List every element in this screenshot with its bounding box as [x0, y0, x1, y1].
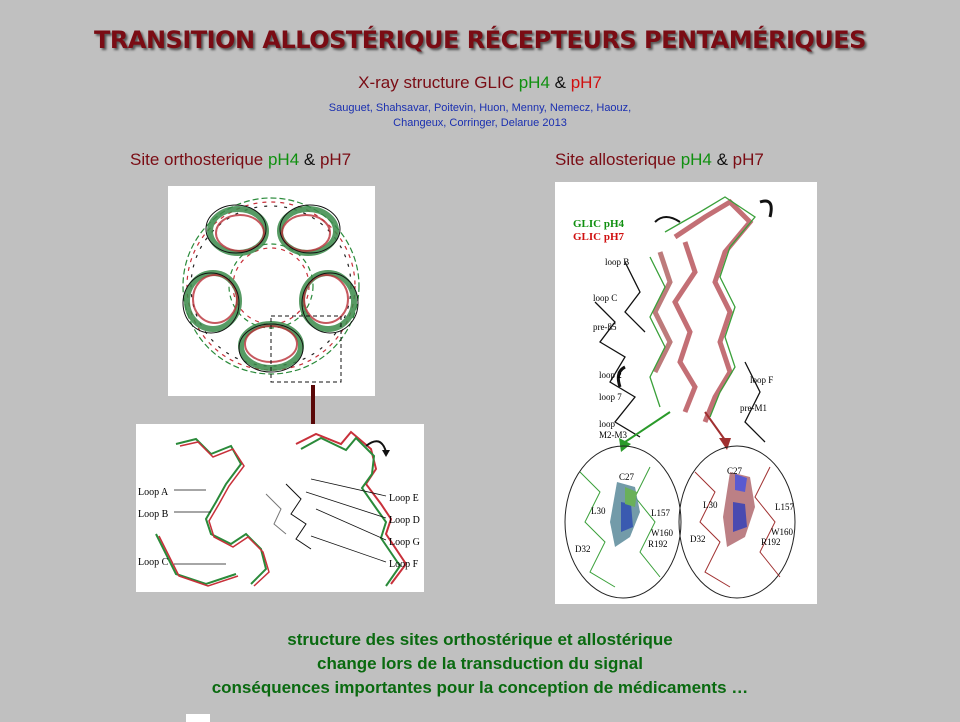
res-l157-ph7: L157 [775, 502, 794, 512]
res-c27-ph4: C27 [619, 472, 635, 482]
res-r192-ph4: R192 [648, 539, 668, 549]
loop-b-label-allo: loop B [605, 257, 630, 267]
res-d32-ph4: D32 [575, 544, 591, 554]
pre-m1-label: pre-M1 [740, 403, 767, 413]
ortho-label-ph4: pH4 [267, 150, 300, 169]
loop-e-label: Loop E [389, 493, 419, 504]
left-loop-labels [138, 482, 168, 526]
conclusion-line-2: change lors de la transduction du signal [317, 654, 643, 673]
slide-title: TRANSITION ALLOSTÉRIQUE RÉCEPTEURS PENTAMÉRIQUES [94, 26, 866, 54]
loop-g-label: Loop G [389, 537, 420, 548]
loop-m2m3-label: loop [599, 419, 616, 429]
loop-c-label-allo: loop C [593, 293, 618, 303]
res-l30-ph7: L30 [703, 500, 718, 510]
loop-a-label: Loop A [138, 487, 169, 498]
loop-2-label: loop 2 [599, 370, 622, 380]
orthosteric-loop-diagram [136, 424, 424, 592]
subtitle-prefix: X-ray structure GLIC [358, 73, 519, 92]
allo-label-ph4: pH4 [680, 150, 712, 169]
right-loop-labels [389, 488, 420, 576]
authors-line-2: Changeux, Corringer, Delarue 2013 [393, 117, 567, 129]
loop-b-label: Loop B [138, 509, 169, 520]
loop-7-label: loop 7 [599, 392, 622, 402]
legend-ph4: GLIC pH4 [573, 218, 625, 230]
pre-b5-label: pre-ß5 [593, 322, 617, 332]
loop-d-label: Loop D [389, 515, 420, 526]
ortho-label-amp: & [299, 150, 320, 169]
slide-subtitle [0, 73, 960, 93]
subtitle-amp: & [549, 73, 571, 92]
res-w160-ph4: W160 [651, 528, 673, 538]
conclusion-line-1: structure des sites orthostérique et allostérique [287, 630, 673, 649]
allosteric-site-label [555, 150, 764, 170]
res-l30-ph4: L30 [591, 506, 606, 516]
conclusion-line-3: conséquences importantes pour la conception de médicaments … [211, 678, 749, 697]
subtitle-ph4: pH4 [518, 73, 550, 92]
allo-label-prefix: Site allosterique [555, 150, 681, 169]
loop-f-label-allo: loop F [750, 375, 774, 385]
res-d32-ph7: D32 [690, 534, 706, 544]
res-r192-ph7: R192 [761, 537, 781, 547]
loop-f-label: Loop F [389, 559, 419, 570]
structure-legend [573, 218, 624, 244]
orthosteric-site-label [130, 150, 351, 170]
ortho-label-ph7: pH7 [319, 150, 352, 169]
authors-line-1: Sauguet, Shahsavar, Poitevin, Huon, Menny, Nemecz, Haouz, [328, 102, 632, 114]
allo-label-ph7: pH7 [732, 150, 764, 169]
subtitle-ph7: pH7 [570, 73, 602, 92]
res-c27-ph7: C27 [727, 466, 743, 476]
legend-ph7: GLIC pH7 [573, 231, 625, 243]
authors-citation [260, 101, 700, 131]
res-l157-ph4: L157 [651, 508, 670, 518]
slide-artifact [186, 714, 210, 722]
res-w160-ph7: W160 [771, 527, 793, 537]
m2m3-label: M2-M3 [599, 430, 628, 440]
allo-label-amp: & [711, 150, 733, 169]
allosteric-structure-image [555, 182, 817, 604]
pentamer-structure-image [168, 186, 375, 396]
loop-c-label: Loop C [138, 557, 169, 568]
ortho-label-prefix: Site orthosterique [130, 150, 268, 169]
